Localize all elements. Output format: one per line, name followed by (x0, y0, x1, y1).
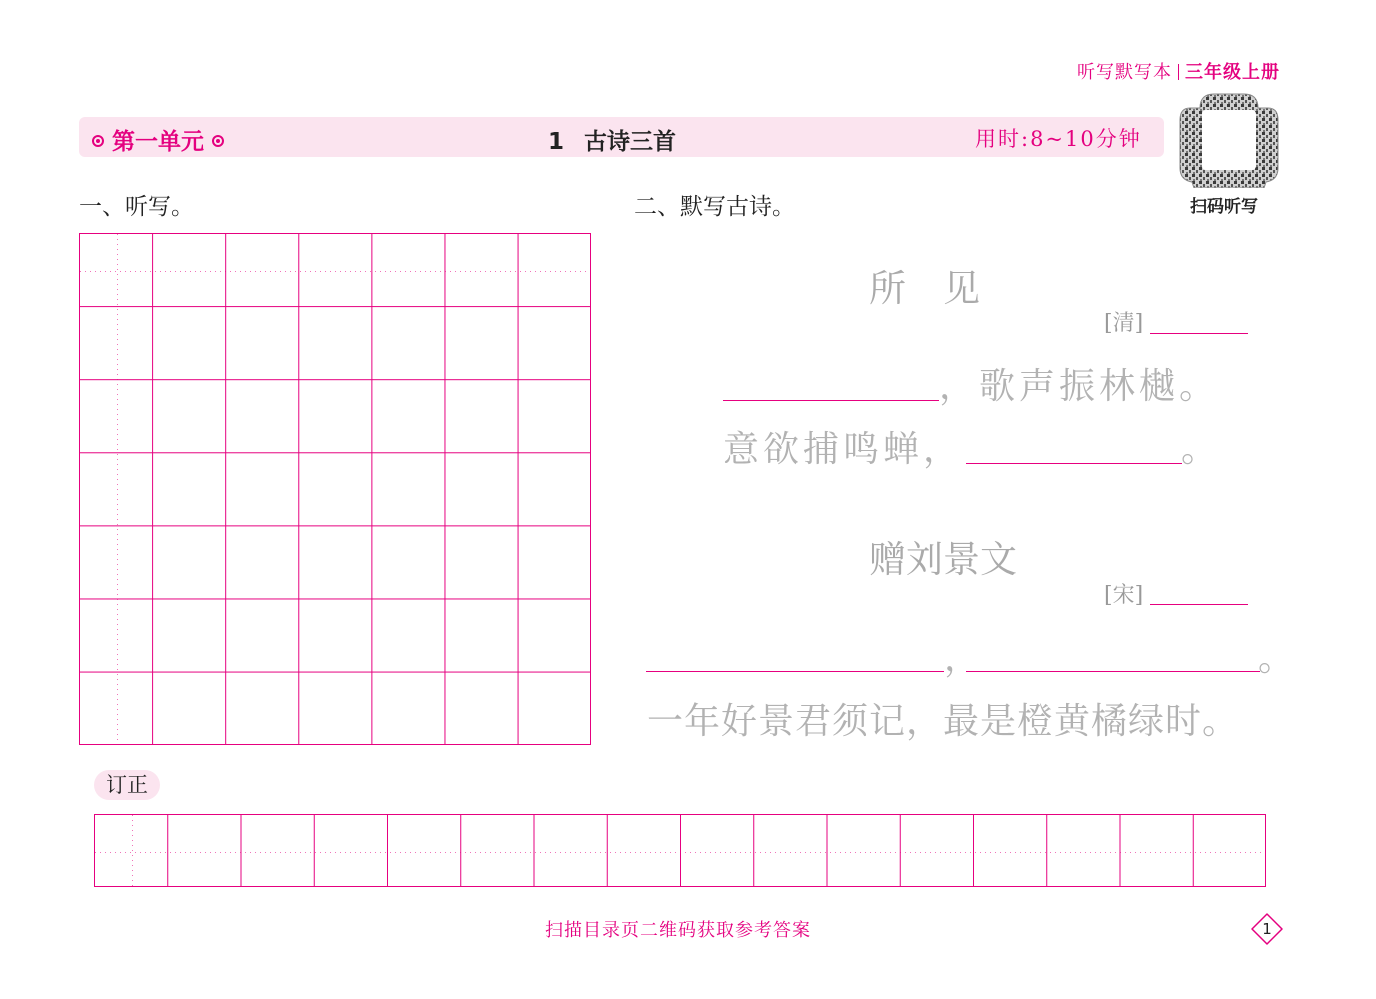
bullet-icon (212, 135, 224, 147)
lesson-number: 1 (548, 129, 565, 155)
lesson-title-text: 古诗三首 (584, 129, 677, 155)
answer-blank[interactable] (966, 463, 1182, 464)
poem-dynasty-2: [宋] (1104, 583, 1144, 608)
grade-label: 三年级上册 (1185, 62, 1280, 83)
book-title: 听写默写本 (1077, 62, 1172, 83)
poem-dynasty-1: [清] (1104, 311, 1144, 336)
poem-line: 。 (1181, 429, 1222, 470)
poem-line: 一年好景君须记，最是橙黄橘绿时。 (647, 701, 1240, 742)
poem-line: ，歌声振林樾。 (939, 366, 1220, 407)
poem-line: 意欲捕鸣蝉， (723, 429, 964, 470)
poem-title-1: 所 见 (869, 267, 980, 310)
bullet-icon (92, 135, 104, 147)
footer-note: 扫描目录页二维码获取参考答案 (545, 920, 811, 941)
unit-label (92, 123, 224, 156)
answer-blank[interactable] (966, 671, 1260, 672)
header-divider (1178, 64, 1179, 80)
time-label: 用时:8~10分钟 (975, 127, 1142, 151)
section-recite-label: 二、默写古诗。 (634, 194, 795, 220)
poem-title-2: 赠刘景文 (869, 538, 1017, 581)
section-dictation-label: 一、听写。 (79, 194, 194, 220)
poem-line: 。 (1258, 638, 1299, 679)
book-header (1077, 58, 1280, 84)
poem-line: ， (944, 638, 985, 679)
dictation-grid[interactable] (79, 233, 591, 745)
answer-blank[interactable] (646, 671, 944, 672)
page-number: 1 (1262, 920, 1272, 938)
correction-label: 订正 (94, 770, 160, 800)
lesson-title (548, 123, 676, 156)
unit-text: 第一单元 (112, 129, 205, 155)
author-blank-1[interactable] (1150, 333, 1248, 334)
qr-code[interactable] (1178, 90, 1280, 188)
correction-grid[interactable] (94, 814, 1266, 887)
answer-blank[interactable] (723, 400, 939, 401)
qr-label: 扫码听写 (1190, 197, 1258, 217)
author-blank-2[interactable] (1150, 604, 1248, 605)
